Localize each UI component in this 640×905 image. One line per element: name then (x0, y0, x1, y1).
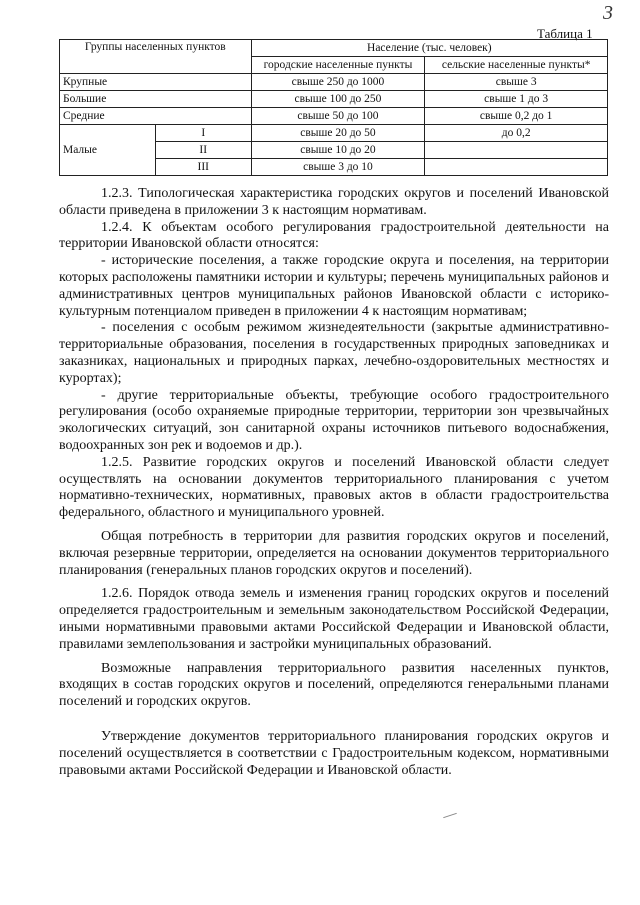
urban-cell: свыше 3 до 10 (251, 159, 425, 176)
urban-cell: свыше 10 до 20 (251, 142, 425, 159)
rural-cell: свыше 0,2 до 1 (425, 108, 608, 125)
table-label: Таблица 1 (537, 26, 593, 41)
rural-cell: свыше 3 (425, 74, 608, 91)
table-row (60, 108, 608, 125)
paragraph-1-2-3: 1.2.3. Типологическая характеристика городских округов и поселений Ивановской области приведена в приложении 3 к настоящим нормативам. (59, 186, 609, 218)
group-cell-small: Малые (60, 125, 156, 176)
settlement-groups-table (59, 39, 608, 176)
urban-cell: свыше 50 до 100 (251, 108, 425, 125)
header-urban: городские населенные пункты (251, 57, 425, 74)
header-groups: Группы населенных пунктов (60, 40, 252, 74)
rural-cell (425, 142, 608, 159)
rural-cell (425, 159, 608, 176)
scan-mark (443, 813, 457, 818)
header-population: Население (тыс. человек) (251, 40, 607, 57)
page-number: 3 (603, 2, 613, 24)
urban-cell: свыше 100 до 250 (251, 91, 425, 108)
table-row (60, 74, 608, 91)
list-item-special-regime: - поселения с особым режимом жизнедеятельности (закрытые административно-территориальные образования, поселения в государственных природных заповедниках и заказниках, национальных и природных парках, лечебно-оздоровительных местностях и курортах); (59, 320, 609, 386)
rural-cell: свыше 1 до 3 (425, 91, 608, 108)
paragraph-approval: Утверждение документов территориального планирования городских округов и поселений осуществляется в соответствии с Градостроительным кодексом, нормативными правовыми актами Российской Федерации и Ивановской области. (59, 728, 609, 778)
group-cell: Средние (60, 108, 252, 125)
table-row (60, 91, 608, 108)
body-text (59, 186, 609, 779)
subgroup-cell: II (155, 142, 251, 159)
rural-cell: до 0,2 (425, 125, 608, 142)
paragraph-directions: Возможные направления территориального развития населенных пунктов, входящих в состав городских округов и поселений, определяются генеральными планами поселений и городских округов. (59, 660, 609, 710)
subgroup-cell: I (155, 125, 251, 142)
paragraph-general-need: Общая потребность в территории для развития городских округов и поселений, включая резервные территории, определяется на основании документов территориального планирования (генеральных планов городских округов и поселений). (59, 528, 609, 578)
table-row (60, 125, 608, 142)
list-item-historic: - исторические поселения, а также городские округа и поселения, на территории которых расположены памятники истории и культуры; перечень муниципальных районов и административных центров муниципальных районов Ивановской области с историко-культурным потенциалом приведен в приложении 4 к настоящим нормативам; (59, 253, 609, 319)
group-cell: Крупные (60, 74, 252, 91)
group-cell: Большие (60, 91, 252, 108)
header-rural: сельские населенные пункты* (425, 57, 608, 74)
urban-cell: свыше 20 до 50 (251, 125, 425, 142)
urban-cell: свыше 250 до 1000 (251, 74, 425, 91)
subgroup-cell: III (155, 159, 251, 176)
table-header-row (60, 40, 608, 57)
paragraph-1-2-5: 1.2.5. Развитие городских округов и поселений Ивановской области следует осуществлять на основании документов территориального планирования с учетом нормативно-технических, нормативных, правовых актов в области градостроительства федерального, областного и муниципального уровней. (59, 454, 609, 521)
paragraph-1-2-4: 1.2.4. К объектам особого регулирования градостроительной деятельности на территории Ивановской области относятся: (59, 219, 609, 252)
paragraph-1-2-6: 1.2.6. Порядок отвода земель и изменения границ городских округов и поселений определяется градостроительным и земельным законодательством Российской Федерации, иными нормативными правовыми актами Российской Федерации и Ивановской области, правилами землепользования и застройки муниципальных образований. (59, 586, 609, 652)
list-item-other-objects: - другие территориальные объекты, требующие особого градостроительного регулирования (особо охраняемые природные территории, территории зон чрезвычайных экологических ситуаций, зон санитарной охраны источников питьевого водоснабжения, водоохранных зон рек и водоемов и др.). (59, 387, 609, 453)
